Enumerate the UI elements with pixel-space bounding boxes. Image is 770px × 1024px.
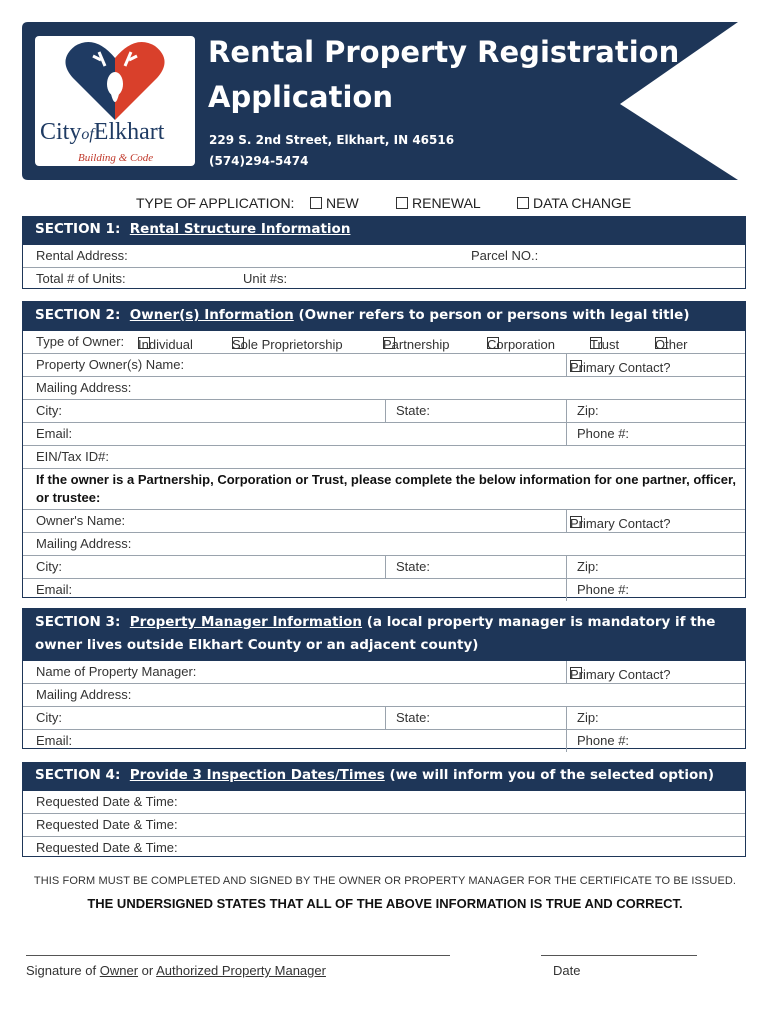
signature-line[interactable] bbox=[26, 955, 450, 956]
office-address: 229 S. 2nd Street, Elkhart, IN 46516 bbox=[209, 133, 455, 147]
date-line[interactable] bbox=[541, 955, 697, 956]
data-change-option[interactable]: DATA CHANGE bbox=[517, 195, 631, 211]
owner-name-row[interactable]: Property Owner(s) Name: Primary Contact? bbox=[23, 354, 745, 377]
section3-header: SECTION 3: Property Manager Information (a local property manager is mandatory if the owner lives outside Elkhart County or an adjacent county) bbox=[22, 608, 746, 660]
ein-row[interactable]: EIN/Tax ID#: bbox=[23, 446, 745, 469]
section3-table bbox=[22, 660, 746, 749]
new-option[interactable]: NEW bbox=[310, 195, 359, 211]
date-label: Date bbox=[553, 963, 581, 978]
section1-header: SECTION 1: Rental Structure Information bbox=[22, 216, 746, 244]
deer-heart-icon bbox=[35, 36, 195, 126]
owner-type-row: Type of Owner: Individual Sole Proprietorship Partnership Corporation Trust Other bbox=[23, 331, 745, 354]
logo-wordmark: CityofElkhart bbox=[40, 119, 165, 145]
section4-table bbox=[22, 790, 746, 857]
office-phone: (574)294-5474 bbox=[209, 154, 309, 168]
section2-table bbox=[22, 330, 746, 598]
manager-email-row[interactable]: Email: Phone #: bbox=[23, 730, 745, 752]
manager-city-row[interactable]: City: State: Zip: bbox=[23, 707, 745, 730]
manager-name-row[interactable]: Name of Property Manager: Primary Contact? bbox=[23, 661, 745, 684]
requested-date-2[interactable]: Requested Date & Time: bbox=[23, 814, 745, 837]
email-phone-row[interactable]: Email: Phone #: bbox=[23, 423, 745, 446]
renewal-option[interactable]: RENEWAL bbox=[396, 195, 481, 211]
section1-table bbox=[22, 244, 746, 289]
rental-address-row[interactable]: Rental Address: Parcel NO.: bbox=[23, 245, 745, 268]
partner-note-row: If the owner is a Partnership, Corporation or Trust, please complete the below information for one partner, officer, or trustee: bbox=[23, 469, 745, 510]
partner-name-row[interactable]: Owner's Name: Primary Contact? bbox=[23, 510, 745, 533]
section4-header: SECTION 4: Provide 3 Inspection Dates/Times (we will inform you of the selected option) bbox=[22, 762, 746, 790]
partner-city-row[interactable]: City: State: Zip: bbox=[23, 556, 745, 579]
city-logo bbox=[35, 36, 195, 166]
logo-subtitle: Building & Code bbox=[78, 152, 154, 164]
certification-statement: THE UNDERSIGNED STATES THAT ALL OF THE ABOVE INFORMATION IS TRUE AND CORRECT. bbox=[87, 896, 683, 911]
section2-header: SECTION 2: Owner(s) Information (Owner refers to person or persons with legal title) bbox=[22, 301, 746, 330]
manager-mailing-row[interactable]: Mailing Address: bbox=[23, 684, 745, 707]
signature-label: Signature of Owner or Authorized Property Manager bbox=[26, 963, 326, 978]
new-checkbox[interactable] bbox=[310, 197, 322, 209]
form-notice: THIS FORM MUST BE COMPLETED AND SIGNED BY THE OWNER OR PROPERTY MANAGER FOR THE CERTIFICATE TO BE ISSUED. bbox=[33, 875, 737, 887]
units-row[interactable]: Total # of Units: Unit #s: bbox=[36, 271, 288, 286]
partner-mailing-row[interactable]: Mailing Address: bbox=[23, 533, 745, 556]
data-change-checkbox[interactable] bbox=[517, 197, 529, 209]
page-title: Rental Property Registration Application bbox=[208, 35, 680, 114]
requested-date-1[interactable]: Requested Date & Time: bbox=[23, 791, 745, 814]
partner-email-row[interactable]: Email: Phone #: bbox=[23, 579, 745, 601]
city-state-zip-row[interactable]: City: State: Zip: bbox=[23, 400, 745, 423]
renewal-checkbox[interactable] bbox=[396, 197, 408, 209]
requested-date-3[interactable]: Requested Date & Time: bbox=[36, 840, 178, 855]
mailing-address-row[interactable]: Mailing Address: bbox=[23, 377, 745, 400]
application-type-label: TYPE OF APPLICATION: bbox=[136, 195, 295, 211]
